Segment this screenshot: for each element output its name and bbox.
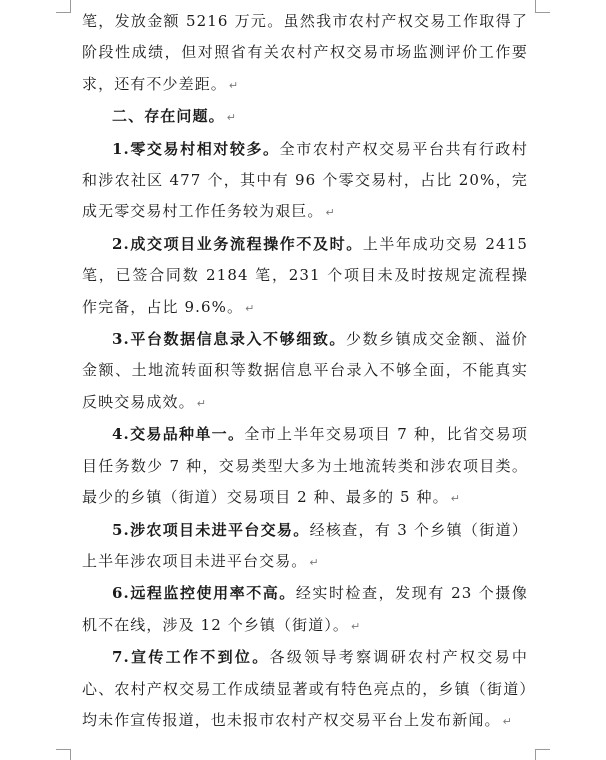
problem-item-5[interactable] xyxy=(82,515,528,579)
section-heading-text: 二、存在问题。 xyxy=(112,107,225,126)
problem-title: 4.交易品种单一。 xyxy=(112,425,245,444)
paragraph-mark-icon: ↵ xyxy=(325,206,335,220)
problem-title: 6.远程监控使用率不高。 xyxy=(112,584,296,603)
paragraph-mark-icon: ↵ xyxy=(450,492,460,506)
problem-detail: 全市农村产权交易平台共有行政村和涉农社区 477 个，其中有 96 个零交易村，占比 20%，完成无零交易村工作任务较为艰巨。 xyxy=(82,139,528,221)
problem-item-6[interactable] xyxy=(82,578,528,642)
problem-detail: 经核查，有 3 个乡镇（街道）上半年涉农项目未进平台交易。 xyxy=(82,520,528,570)
section-heading[interactable] xyxy=(82,101,528,133)
problem-title: 7.宣传工作不到位。 xyxy=(112,648,270,667)
paragraph-mark-icon: ↵ xyxy=(226,111,236,125)
paragraph-mark-icon: ↵ xyxy=(351,619,361,633)
problem-item-1[interactable] xyxy=(82,134,528,229)
crop-mark-top-right xyxy=(535,0,550,13)
problem-detail: 少数乡镇成交金额、溢价金额、土地流转面积等数据信息平台录入不够全面，不能真实反映交易成效。 xyxy=(82,330,528,411)
paragraph-mark-icon: ↵ xyxy=(309,555,319,569)
problem-item-4[interactable] xyxy=(82,419,528,514)
document-body xyxy=(82,0,528,737)
paragraph-continuation[interactable] xyxy=(82,6,528,101)
problem-title: 5.涉农项目未进平台交易。 xyxy=(112,520,310,539)
paragraph-mark-icon: ↵ xyxy=(245,301,255,315)
problem-detail: 经实时检查，发现有 23 个摄像机不在线，涉及 12 个乡镇（街道）。 xyxy=(82,584,528,634)
crop-mark-top-left xyxy=(56,0,71,13)
crop-mark-bottom-right xyxy=(535,749,550,760)
problem-item-3[interactable] xyxy=(82,324,528,419)
paragraph-mark-icon: ↵ xyxy=(228,78,239,92)
paragraph-text: 笔，发放金额 5216 万元。虽然我市农村产权交易工作取得了阶段性成绩，但对照省有关农村产权交易市场监测评价工作要求，还有不少差距。 xyxy=(82,12,528,93)
problem-title: 3.平台数据信息录入不够细致。 xyxy=(112,330,346,349)
crop-mark-bottom-left xyxy=(56,749,71,760)
problem-title: 2.成交项目业务流程操作不及时。 xyxy=(112,234,363,253)
problem-detail: 各级领导考察调研农村产权交易中心、农村产权交易工作成绩显著或有特色亮点的，乡镇（街道）均未作宣传报道，也未报市农村产权交易平台上发布新闻。 xyxy=(82,648,528,729)
problem-detail: 全市上半年交易项目 7 种，比省交易项目任务数少 7 种，交易类型大多为土地流转类和涉农项目类。最少的乡镇（街道）交易项目 2 种、最多的 5 种。 xyxy=(82,425,529,507)
paragraph-mark-icon: ↵ xyxy=(502,714,512,728)
problem-item-2[interactable] xyxy=(82,229,528,324)
problem-detail: 上半年成功交易 2415 笔，已签合同数 2184 笔，231 个项目未及时按规定流程操作完备，占比 9.6%。 xyxy=(82,234,528,316)
problem-title: 1.零交易村相对较多。 xyxy=(112,139,280,158)
paragraph-mark-icon: ↵ xyxy=(196,396,206,410)
problem-item-7[interactable] xyxy=(82,642,528,737)
